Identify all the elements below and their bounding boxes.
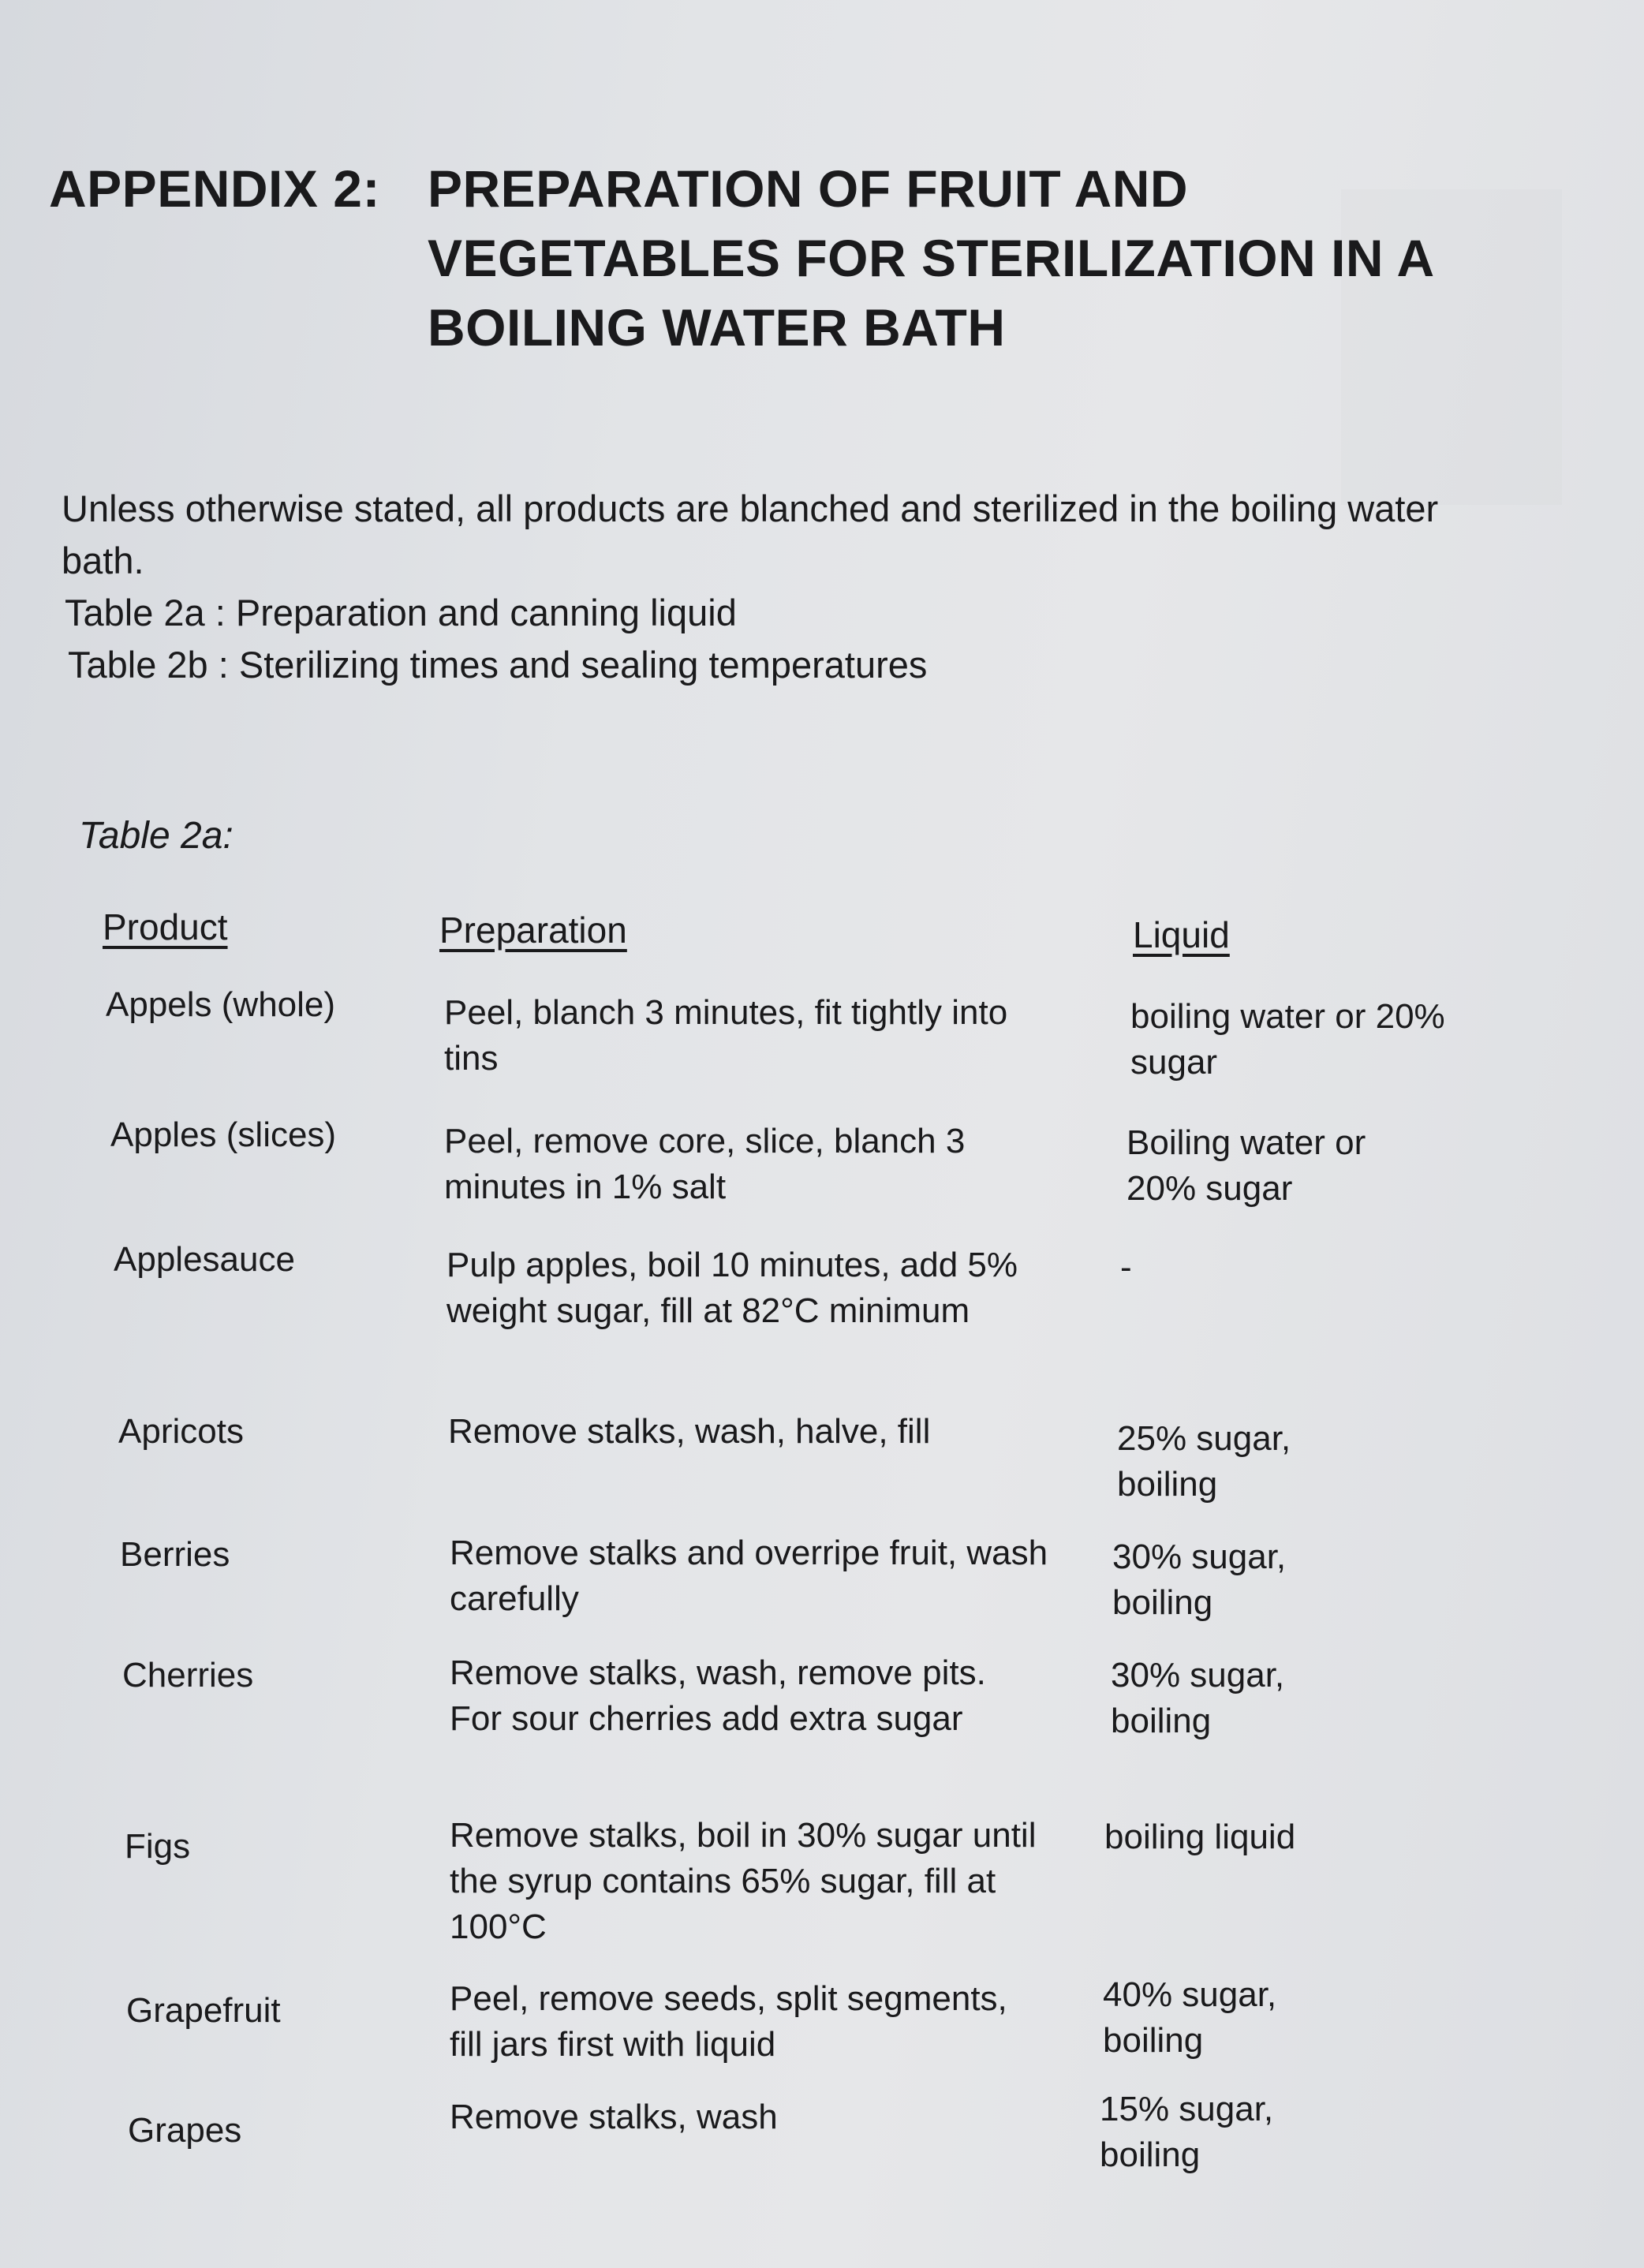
row-1-preparation: Peel, blanch 3 minutes, fit tightly into tins bbox=[444, 993, 1008, 1078]
row-9-product: Grapes bbox=[128, 2111, 242, 2150]
row-8-preparation: Peel, remove seeds, split segments, fill jars first with liquid bbox=[450, 1979, 1007, 2064]
row-3-preparation: Pulp apples, boil 10 minutes, add 5% weight sugar, fill at 82°C minimum bbox=[446, 1246, 1018, 1330]
row-9-liquid: 15% sugar, boiling bbox=[1100, 2090, 1274, 2174]
table-2b-reference: Table 2b : Sterilizing times and sealing temperatures bbox=[68, 644, 928, 686]
row-4-product: Apricots bbox=[118, 1412, 244, 1451]
row-5-preparation: Remove stalks and overripe fruit, wash carefully bbox=[450, 1534, 1048, 1618]
row-7-product: Figs bbox=[125, 1827, 191, 1866]
row-6-product: Cherries bbox=[122, 1656, 254, 1694]
row-1-product: Appels (whole) bbox=[106, 985, 336, 1024]
header-liquid: Liquid bbox=[1133, 914, 1230, 955]
table-caption: Table 2a: bbox=[79, 815, 234, 857]
row-8-liquid: 40% sugar, boiling bbox=[1103, 1975, 1277, 2060]
row-4-liquid: 25% sugar, boiling bbox=[1117, 1419, 1291, 1504]
row-2-preparation: Peel, remove core, slice, blanch 3 minutes in 1% salt bbox=[444, 1122, 966, 1206]
row-3-liquid: - bbox=[1120, 1248, 1132, 1287]
intro-sentence: Unless otherwise stated, all products are blanched and sterilized in the boiling water bath. bbox=[62, 488, 1439, 581]
row-9-preparation: Remove stalks, wash bbox=[450, 2098, 778, 2136]
row-7-preparation: Remove stalks, boil in 30% sugar until the syrup contains 65% sugar, fill at 100°C bbox=[450, 1816, 1037, 1946]
appendix-label: APPENDIX 2: bbox=[49, 159, 380, 218]
row-2-liquid: Boiling water or 20% sugar bbox=[1127, 1123, 1366, 1208]
header-preparation: Preparation bbox=[439, 910, 627, 951]
row-3-product: Applesauce bbox=[114, 1240, 295, 1279]
row-7-liquid: boiling liquid bbox=[1104, 1818, 1296, 1856]
row-5-liquid: 30% sugar, boiling bbox=[1112, 1538, 1287, 1622]
row-1-liquid: boiling water or 20% sugar bbox=[1130, 997, 1445, 1082]
intro-text bbox=[62, 483, 1481, 691]
header-product: Product bbox=[103, 906, 228, 947]
table-2a-reference: Table 2a : Preparation and canning liquid bbox=[65, 592, 737, 633]
row-4-preparation: Remove stalks, wash, halve, fill bbox=[448, 1412, 931, 1451]
row-6-preparation: Remove stalks, wash, remove pits. For sour cherries add extra sugar bbox=[450, 1653, 986, 1738]
row-2-product: Apples (slices) bbox=[110, 1115, 337, 1154]
row-8-product: Grapefruit bbox=[126, 1991, 281, 2030]
row-5-product: Berries bbox=[120, 1535, 230, 1574]
row-6-liquid: 30% sugar, boiling bbox=[1111, 1656, 1285, 1740]
appendix-title: PREPARATION OF FRUIT AND VEGETABLES FOR STERILIZATION IN A BOILING WATER BATH bbox=[428, 159, 1433, 357]
